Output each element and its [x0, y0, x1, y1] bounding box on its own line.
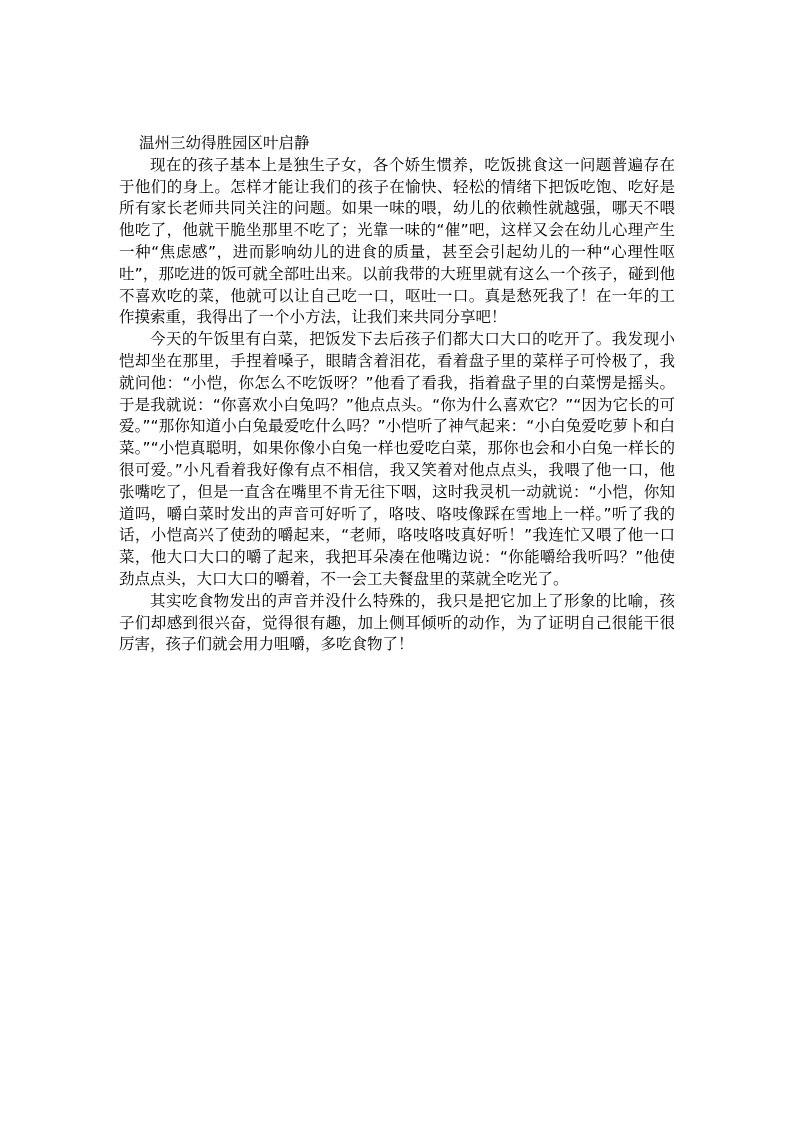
- paragraph-intro: 现在的孩子基本上是独生子女，各个娇生惯养，吃饭挑食这一问题普遍存在于他们的身上。怎样才能让我们的孩子在愉快、轻松的情绪下把饭吃饱、吃好是所有家长老师共同关注的问题。如果一味的喂，幼儿的依赖性就越强，哪天不喂他吃了，他就干脆坐那里不吃了；光靠一味的“催”吧，这样又会在幼儿心理产生一种“焦虑感”，进而影响幼儿的进食的质量，甚至会引起幼儿的一种“心理性呕吐”，那吃进的饭可就全部吐出来。以前我带的大班里就有这么一个孩子，碰到他不喜欢吃的菜，他就可以让自己吃一口，呕吐一口。真是愁死我了！在一年的工作摸索重，我得出了一个小方法，让我们来共同分享吧！: [119, 155, 675, 327]
- paragraph-conclusion: 其实吃食物发出的声音并没什么特殊的，我只是把它加上了形象的比喻，孩子们却感到很兴奋，觉得很有趣，加上侧耳倾听的动作，为了证明自己很能干很厉害，孩子们就会用力咀嚼，多吃食物了！: [119, 591, 675, 654]
- paragraph-story: 今天的午饭里有白菜，把饭发下去后孩子们都大口大口的吃开了。我发现小恺却坐在那里，手捏着嗓子，眼睛含着泪花，看着盘子里的菜样子可怜极了，我就问他：“小恺，你怎么不吃饭呀？”他看了看我，指着盘子里的白菜愣是摇头。于是我就说：“你喜欢小白兔吗？”他点点头。“你为什么喜欢它？”“因为它长的可爱。”“那你知道小白兔最爱吃什么吗？”小恺听了神气起来：“小白兔爱吃萝卜和白菜。”“小恺真聪明，如果你像小白兔一样也爱吃白菜，那你也会和小白兔一样长的很可爱。”小凡看着我好像有点不相信，我又笑着对他点点头，我喂了他一口，他张嘴吃了，但是一直含在嘴里不肯无往下咽，这时我灵机一动就说：“小恺，你知道吗，嚼白菜时发出的声音可好听了，咯吱、咯吱像踩在雪地上一样。”听了我的话，小恺高兴了使劲的嚼起来，“老师，咯吱咯吱真好听！”我连忙又喂了他一口菜，他大口大口的嚼了起来，我把耳朵凑在他嘴边说：“你能嚼给我听吗？”他使劲点点头，大口大口的嚼着，不一会工夫餐盘里的菜就全吃光了。: [119, 330, 675, 588]
- author-line: 温州三幼得胜园区叶启静: [139, 134, 310, 152]
- document-body: [119, 133, 675, 656]
